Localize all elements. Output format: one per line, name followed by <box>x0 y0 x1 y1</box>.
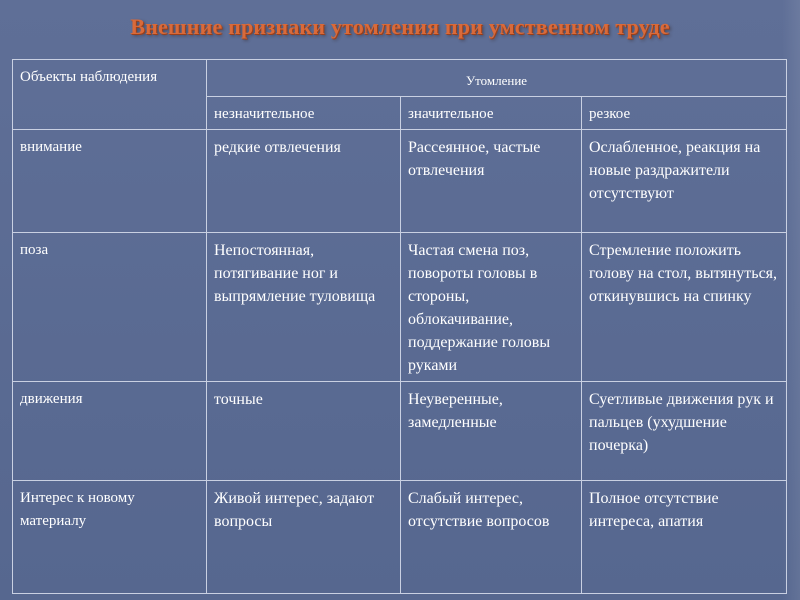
cell-minor: точные <box>207 382 401 481</box>
row-object: движения <box>13 382 207 481</box>
header-objects: Объекты наблюдения <box>13 60 207 130</box>
table-row <box>13 481 787 594</box>
row-object: Интерес к новому материалу <box>13 481 207 594</box>
slide-title: Внешние признаки утомления при умственном труде <box>130 14 670 39</box>
row-object: внимание <box>13 130 207 233</box>
cell-significant: Частая смена поз, повороты головы в стороны, облокачивание, поддержание головы руками <box>401 233 582 382</box>
header-level-severe: резкое <box>582 97 787 130</box>
table-row <box>13 233 787 382</box>
cell-severe: Стремление положить голову на стол, вытянуться, откинувшись на спинку <box>582 233 787 382</box>
cell-severe: Полное отсутствие интереса, апатия <box>582 481 787 594</box>
cell-minor: Непостоянная, потягивание ног и выпрямление туловища <box>207 233 401 382</box>
cell-significant: Рассеянное, частые отвлечения <box>401 130 582 233</box>
header-level-significant: значительное <box>401 97 582 130</box>
cell-severe: Ослабленное, реакция на новые раздражители отсутствуют <box>582 130 787 233</box>
row-object: поза <box>13 233 207 382</box>
table-row <box>13 382 787 481</box>
header-level-minor: незначительное <box>207 97 401 130</box>
cell-severe: Суетливые движения рук и пальцев (ухудшение почерка) <box>582 382 787 481</box>
table-header-row <box>13 60 787 97</box>
cell-significant: Неуверенные, замедленные <box>401 382 582 481</box>
cell-significant: Слабый интерес, отсутствие вопросов <box>401 481 582 594</box>
cell-minor: редкие отвлечения <box>207 130 401 233</box>
fatigue-signs-table <box>12 59 787 594</box>
cell-minor: Живой интерес, задают вопросы <box>207 481 401 594</box>
table-row <box>13 130 787 233</box>
header-fatigue-group: Утомление <box>207 60 787 97</box>
